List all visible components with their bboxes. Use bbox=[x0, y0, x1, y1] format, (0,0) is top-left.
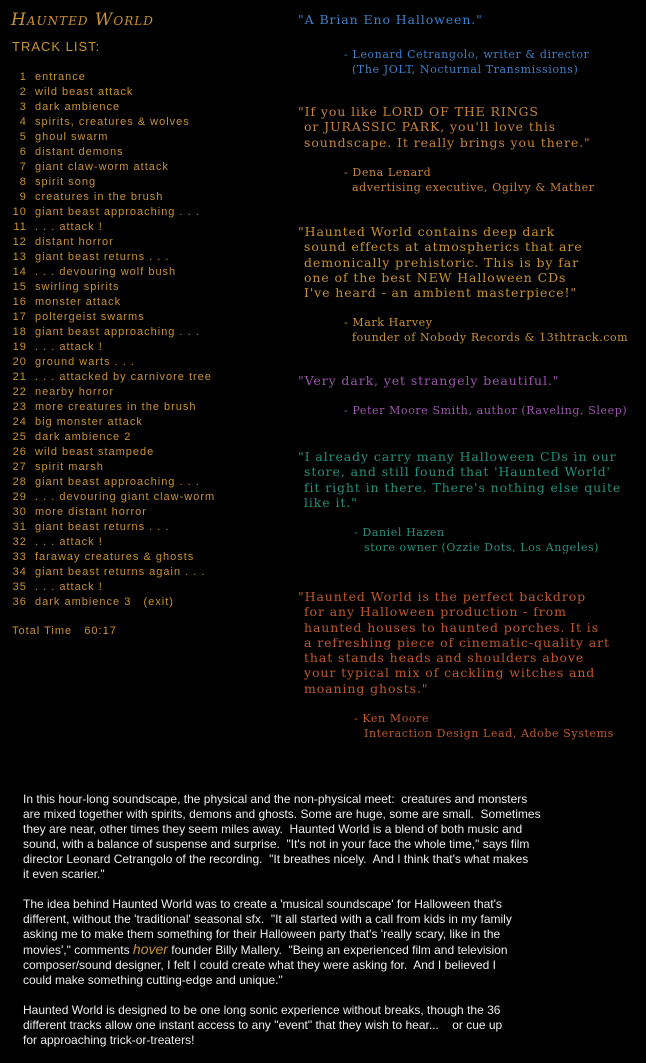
total-time-value: 60:17 bbox=[84, 625, 117, 637]
attribution-line: founder of Nobody Records & 13thtrack.com bbox=[352, 331, 629, 345]
quote-line: that stands heads and shoulders above bbox=[304, 650, 585, 666]
attribution-line: - Daniel Hazen bbox=[354, 526, 445, 540]
track-name: . . . attack ! bbox=[35, 221, 103, 233]
attribution-line: Interaction Design Lead, Adobe Systems bbox=[364, 727, 614, 741]
track-item bbox=[12, 220, 215, 235]
track-item bbox=[12, 565, 215, 580]
track-number: 13 bbox=[12, 251, 35, 263]
track-item bbox=[12, 445, 215, 460]
page-title: Haunted World bbox=[11, 10, 154, 30]
track-number: 9 bbox=[19, 191, 35, 203]
attribution-line: - Mark Harvey bbox=[344, 316, 433, 330]
track-name: giant beast approaching . . . bbox=[35, 206, 200, 218]
track-number: 5 bbox=[19, 131, 35, 143]
track-number: 10 bbox=[12, 206, 35, 218]
text: founder Billy Mallery. "Being an experienced film and television composer/sound designer, I felt I could create what they were asking for. And I believed I could make something cutting-edge and unique." bbox=[23, 943, 508, 987]
quote-line: like it." bbox=[304, 494, 358, 510]
track-item bbox=[12, 235, 215, 250]
track-number: 7 bbox=[19, 161, 35, 173]
track-number: 25 bbox=[12, 431, 35, 443]
quote-line: "Very dark, yet strangely beautiful." bbox=[298, 373, 560, 388]
description-paragraph: In this hour-long soundscape, the physical and the non-physical meet: creatures and monsters are mixed together with spirits, demons and ghosts. Some are huge, some are small. Sometimes they are near, other times they seem miles away. Haunted World is a blend of both music and sound, with a balance of suspense and surprise. "It's not in your face the whole time," says film director Leonard Cetrangolo of the recording. "It breathes nicely. And I think that's what makes it even scarier." bbox=[23, 792, 541, 881]
track-number: 18 bbox=[12, 326, 35, 338]
quote-line: one of the best NEW Halloween CDs bbox=[304, 269, 567, 285]
track-list bbox=[12, 70, 215, 610]
track-number: 23 bbox=[12, 401, 35, 413]
testimonial bbox=[298, 449, 621, 555]
quote-line: sound effects at atmospherics that are bbox=[304, 239, 583, 255]
attribution-line: - Ken Moore bbox=[354, 712, 430, 726]
tracklist-heading: TRACK LIST: bbox=[12, 39, 101, 54]
track-item bbox=[12, 100, 215, 115]
total-time-label: Total Time bbox=[12, 625, 73, 637]
track-item bbox=[12, 130, 215, 145]
track-name: wild beast attack bbox=[35, 86, 134, 98]
brand-hover: hover bbox=[132, 941, 168, 957]
track-name: . . . devouring wolf bush bbox=[35, 266, 177, 278]
quote-line: "A Brian Eno Halloween." bbox=[298, 12, 483, 27]
track-number: 11 bbox=[13, 221, 35, 233]
quote-attribution bbox=[298, 315, 628, 345]
track-number: 16 bbox=[12, 296, 35, 308]
track-item bbox=[12, 595, 215, 610]
track-item bbox=[12, 340, 215, 355]
track-name: spirit marsh bbox=[35, 461, 104, 473]
track-number: 33 bbox=[12, 551, 35, 563]
track-name: faraway creatures & ghosts bbox=[35, 551, 195, 563]
quote-line: for any Halloween production - from bbox=[304, 604, 567, 620]
description-paragraph: Haunted World is designed to be one long sonic experience without breaks, though the 36 different tracks allow one instant access to any "event" that they wish to hear... or cue up for approaching trick-or-treaters! bbox=[23, 1003, 503, 1047]
quote-attribution bbox=[298, 403, 627, 418]
track-name: giant beast approaching . . . bbox=[35, 326, 200, 338]
track-item bbox=[12, 205, 215, 220]
track-item bbox=[12, 505, 215, 520]
track-number: 34 bbox=[12, 566, 35, 578]
testimonial bbox=[298, 373, 627, 418]
track-number: 21 bbox=[12, 371, 35, 383]
track-number: 17 bbox=[12, 311, 35, 323]
quote-line: "Haunted World is the perfect backdrop bbox=[298, 589, 587, 604]
track-number: 8 bbox=[19, 176, 35, 188]
track-number: 22 bbox=[12, 386, 35, 398]
track-number: 6 bbox=[19, 146, 35, 158]
track-item bbox=[12, 415, 215, 430]
track-number: 2 bbox=[19, 86, 35, 98]
total-time bbox=[12, 625, 117, 637]
testimonial bbox=[298, 104, 595, 195]
track-name: . . . devouring giant claw-worm bbox=[35, 491, 216, 503]
track-name: dark ambience 3 (exit) bbox=[35, 596, 174, 608]
track-name: dark ambience bbox=[35, 101, 121, 113]
track-number: 32 bbox=[12, 536, 35, 548]
track-name: . . . attacked by carnivore tree bbox=[35, 371, 212, 383]
quote-line: "I already carry many Halloween CDs in our bbox=[298, 449, 617, 464]
track-number: 36 bbox=[12, 596, 35, 608]
quote-line: demonically prehistoric. This is by far bbox=[304, 254, 579, 270]
track-name: creatures in the brush bbox=[35, 191, 164, 203]
track-item bbox=[12, 355, 215, 370]
testimonial bbox=[298, 224, 628, 345]
testimonial bbox=[298, 589, 614, 741]
track-item bbox=[12, 190, 215, 205]
track-item bbox=[12, 175, 215, 190]
track-number: 19 bbox=[12, 341, 35, 353]
track-name: more distant horror bbox=[35, 506, 147, 518]
track-name: giant beast approaching . . . bbox=[35, 476, 200, 488]
track-name: giant beast returns . . . bbox=[35, 521, 170, 533]
track-item bbox=[12, 250, 215, 265]
track-name: swirling spirits bbox=[35, 281, 120, 293]
track-item bbox=[12, 265, 215, 280]
track-number: 27 bbox=[12, 461, 35, 473]
track-item bbox=[12, 325, 215, 340]
track-item bbox=[12, 145, 215, 160]
attribution-line: (The JOLT, Nocturnal Transmissions) bbox=[352, 63, 579, 77]
quote-attribution bbox=[298, 47, 590, 77]
track-number: 14 bbox=[12, 266, 35, 278]
track-name: giant claw-worm attack bbox=[35, 161, 169, 173]
track-name: distant demons bbox=[35, 146, 124, 158]
track-number: 12 bbox=[12, 236, 35, 248]
quote-line: "If you like LORD OF THE RINGS bbox=[298, 104, 539, 119]
quote-line: haunted houses to haunted porches. It is bbox=[304, 619, 600, 635]
track-number: 28 bbox=[12, 476, 35, 488]
track-name: spirits, creatures & wolves bbox=[35, 116, 190, 128]
track-name: big monster attack bbox=[35, 416, 143, 428]
track-item bbox=[12, 70, 215, 85]
track-name: . . . attack ! bbox=[35, 536, 103, 548]
quote-line: I've heard - an ambient masterpiece!" bbox=[304, 285, 578, 301]
track-name: giant beast returns again . . . bbox=[35, 566, 206, 578]
quote-line: "Haunted World contains deep dark bbox=[298, 224, 556, 239]
track-name: ground warts . . . bbox=[35, 356, 135, 368]
track-item bbox=[12, 85, 215, 100]
track-item bbox=[12, 400, 215, 415]
description bbox=[23, 792, 633, 1063]
track-item bbox=[12, 280, 215, 295]
track-name: giant beast returns . . . bbox=[35, 251, 170, 263]
track-item bbox=[12, 550, 215, 565]
track-name: more creatures in the brush bbox=[35, 401, 197, 413]
attribution-line: store owner (Ozzie Dots, Los Angeles) bbox=[364, 541, 600, 555]
track-item bbox=[12, 385, 215, 400]
track-item bbox=[12, 520, 215, 535]
attribution-line: - Peter Moore Smith, author (Raveling, Sleep) bbox=[344, 404, 628, 418]
track-name: . . . attack ! bbox=[35, 581, 103, 593]
track-number: 3 bbox=[19, 101, 35, 113]
track-name: poltergeist swarms bbox=[35, 311, 145, 323]
quote-line: soundscape. It really brings you there." bbox=[304, 134, 591, 150]
description-paragraph bbox=[23, 897, 633, 988]
track-item bbox=[12, 115, 215, 130]
quote-attribution bbox=[298, 711, 614, 741]
track-item bbox=[12, 295, 215, 310]
track-number: 20 bbox=[12, 356, 35, 368]
track-number: 15 bbox=[12, 281, 35, 293]
quote-line: store, and still found that 'Haunted World' bbox=[304, 464, 611, 480]
track-name: wild beast stampede bbox=[35, 446, 155, 458]
track-number: 29 bbox=[12, 491, 35, 503]
track-item bbox=[12, 490, 215, 505]
track-name: distant horror bbox=[35, 236, 114, 248]
text: The idea behind Haunted World was to create a 'musical soundscape' for Halloween that's different, without the 'traditional' seasonal sfx. "It all started with a call from kids in my family asking me to make them something for their Halloween party that's 'really scary, like in the movies'," comments bbox=[23, 897, 512, 957]
track-item bbox=[12, 460, 215, 475]
track-item bbox=[12, 535, 215, 550]
track-name: spirit song bbox=[35, 176, 97, 188]
attribution-line: advertising executive, Ogilvy & Mather bbox=[352, 180, 595, 194]
quote-line: or JURASSIC PARK, you'll love this bbox=[304, 119, 556, 135]
quote-line: moaning ghosts." bbox=[304, 680, 429, 696]
track-item bbox=[12, 430, 215, 445]
track-name: ghoul swarm bbox=[35, 131, 109, 143]
quote-line: fit right in there. There's nothing else quite bbox=[304, 479, 622, 495]
attribution-line: - Leonard Cetrangolo, writer & director bbox=[344, 48, 590, 62]
track-item bbox=[12, 310, 215, 325]
quote-attribution bbox=[298, 165, 595, 195]
track-item bbox=[12, 370, 215, 385]
track-number: 1 bbox=[19, 71, 35, 83]
quote-attribution bbox=[298, 525, 621, 555]
track-name: nearby horror bbox=[35, 386, 115, 398]
track-number: 35 bbox=[12, 581, 35, 593]
track-name: dark ambience 2 bbox=[35, 431, 132, 443]
track-number: 31 bbox=[12, 521, 35, 533]
track-number: 30 bbox=[12, 506, 35, 518]
track-name: monster attack bbox=[35, 296, 122, 308]
quote-line: a refreshing piece of cinematic-quality art bbox=[304, 634, 610, 650]
track-name: . . . attack ! bbox=[35, 341, 103, 353]
track-item bbox=[12, 580, 215, 595]
testimonial bbox=[298, 12, 590, 77]
attribution-line: - Dena Lenard bbox=[344, 165, 432, 179]
quote-line: your typical mix of cackling witches and bbox=[304, 665, 596, 681]
track-number: 24 bbox=[12, 416, 35, 428]
track-item bbox=[12, 475, 215, 490]
track-number: 4 bbox=[19, 116, 35, 128]
track-name: entrance bbox=[35, 71, 86, 83]
track-number: 26 bbox=[12, 446, 35, 458]
track-item bbox=[12, 160, 215, 175]
